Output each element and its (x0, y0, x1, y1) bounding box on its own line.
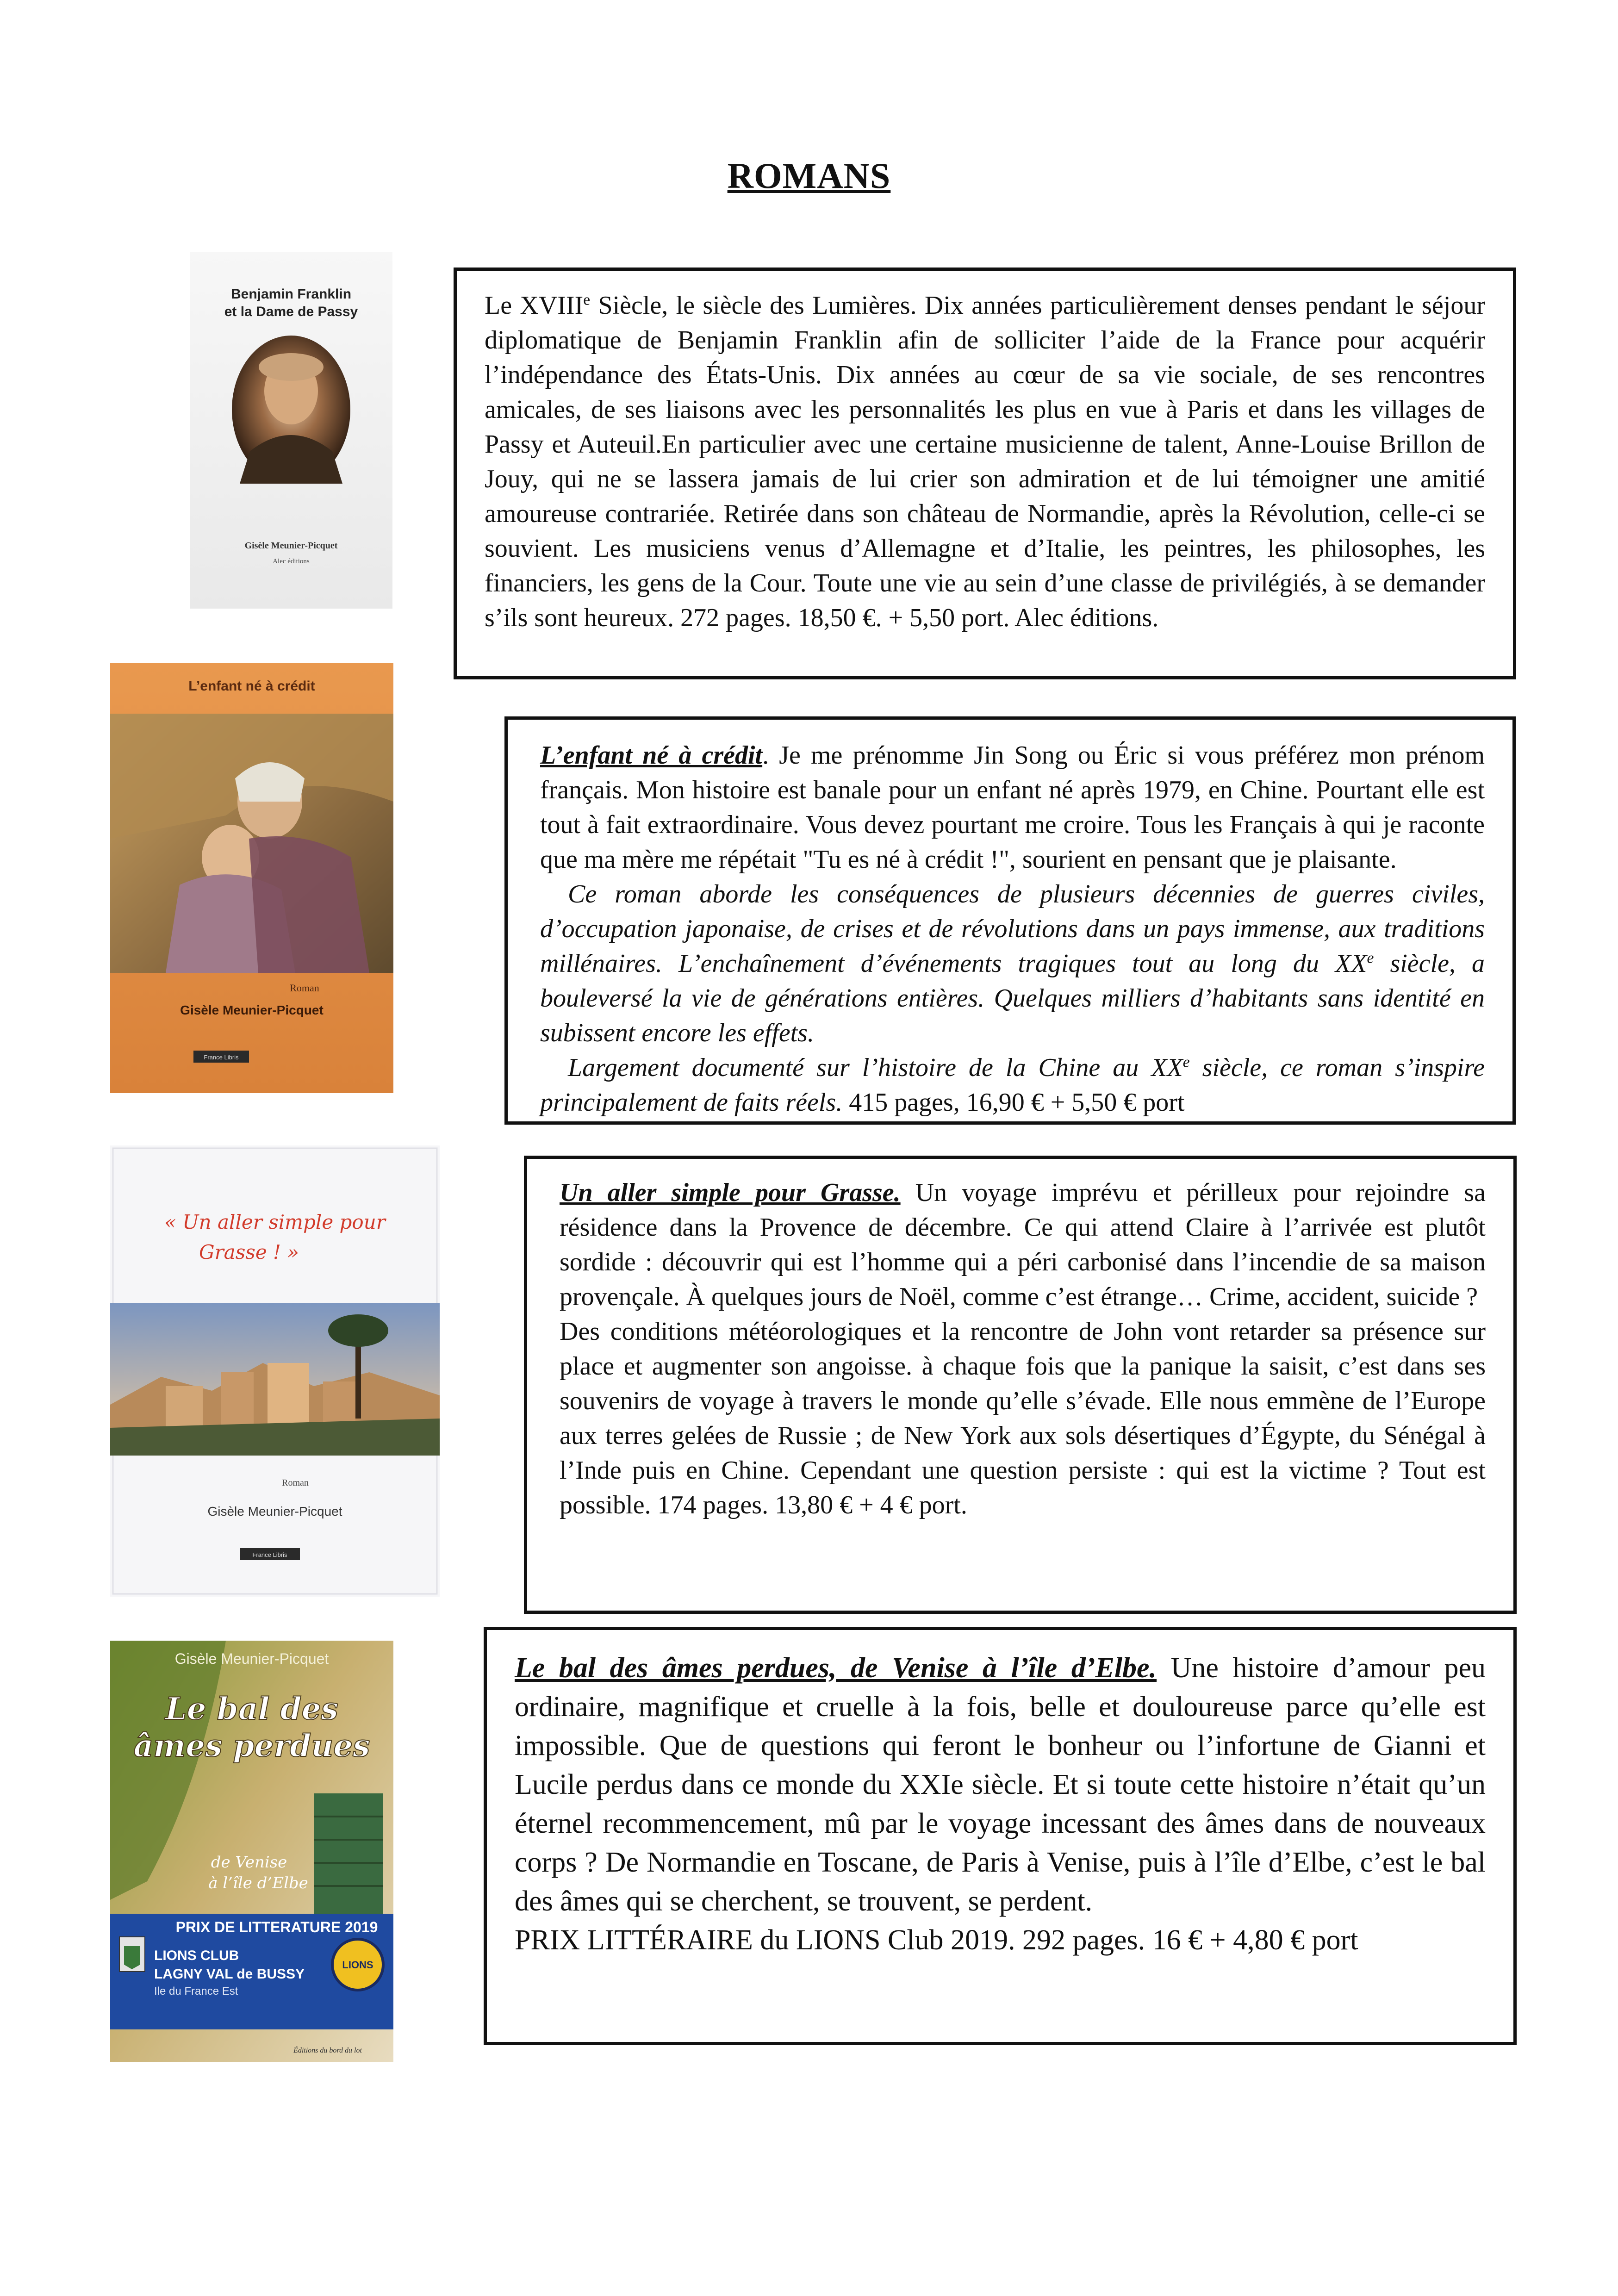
cover-title-line1: Le bal des (165, 1691, 338, 1727)
cover-title: L’enfant né à crédit (188, 678, 315, 694)
cover-publisher: France Libris (204, 1054, 239, 1061)
page-title: ROMANS (727, 156, 891, 196)
book-description-aller-simple-grasse (524, 1156, 1517, 1614)
prize-text: PRIX DE LITTERATURE 2019 (175, 1919, 378, 1935)
grasse-intro: Un aller simple pour Grasse. Un voyage imprévu et périlleux pour rejoindre sa résidence dans la Provence de décembre. Ce qui attend Claire à l’arrivée est plutôt sordide : découvrir qui est l’homme qui a péri carbonisé dans l’incendie de sa maison provençale. À quelques jours de Noël, comme c’est étrange… Crime, accident, suicide ? (560, 1178, 1486, 1311)
svg-text:LIONS: LIONS (342, 1959, 373, 1971)
cover-genre: Roman (282, 1478, 309, 1488)
cover-publisher: Éditions du bord du lot (293, 2047, 362, 2054)
enfant-paragraph-3: Largement documenté sur l’histoire de la Chine au XXe siècle, ce roman s’inspire principalement de faits réels. 415 pages, 16,90 € + 5,50 € port (540, 1053, 1485, 1117)
cover-publisher: Alec éditions (273, 558, 310, 565)
cover-title-line1: « Un aller simple pour (164, 1211, 386, 1233)
cover-publisher: France Libris (252, 1551, 287, 1558)
grasse-body: Des conditions météorologiques et la rencontre de John vont retarder sa présence sur place et augmenter son angoisse. à chaque fois que la panique la saisit, c’est dans ses souvenirs de voyage à travers le monde qu’elle s’évade. Elle nous emmène de l’Europe aux terres gelées de Russie ; de New York aux sols désertiques d’Égypte, du Sénégal à l’Inde puis en Chine. Cependant une question persiste : qui est la victime ? Tout est possible. 174 pages. 13,80 € + 4 € port. (560, 1317, 1486, 1519)
cover-genre: Roman (290, 982, 319, 994)
enfant-paragraph-2: Ce roman aborde les conséquences de plusieurs décennies de guerres civiles, d’occupation japonaise, de crises et de révolutions dans un pays immense, aux traditions millénaires. L’enchaînement d’événements tragiques tout au long du XXe siècle, a bouleversé la vie de générations entières. Quelques milliers d’habitants sans identité en subissent encore les effets. (540, 880, 1485, 1047)
cover-subtitle-line2: à l’île d’Elbe (208, 1874, 308, 1892)
enfant-intro: L’enfant né à crédit. Je me prénomme Jin Song ou Éric si vous préférez mon prénom français. Mon histoire est banale pour un enfant né après 1979, en Chine. Pourtant elle est tout à fait extraordinaire. Vous devez pourtant me croire. Tous les Français à qui je raconte que ma mère me répétait "Tu es né à crédit !", sourient en pensant que je plaisante. (540, 741, 1485, 874)
cover-author: Gisèle Meunier-Picquet (174, 1650, 329, 1667)
book-title: Le bal des âmes perdues, de Venise à l’île d’Elbe. (515, 1652, 1157, 1684)
book-title: Un aller simple pour Grasse. (560, 1178, 901, 1207)
club-line3: Ile du France Est (154, 1985, 238, 1997)
club-line1: LIONS CLUB (154, 1948, 239, 1963)
book-title: L’enfant né à crédit (540, 741, 763, 770)
cover-franklin (190, 252, 392, 609)
cover-title-line2: âmes perdues (133, 1728, 370, 1764)
book-description-bal-des-ames-perdues (484, 1627, 1517, 2045)
franklin-text: Le XVIIIe Siècle, le siècle des Lumières. Dix années particulièrement denses pendant le séjour diplomatique de Benjamin Franklin afin de solliciter l’aide de la France pour acquérir l’indépendance des États-Unis. Dix années au cœur de sa vie sociale, de ses rencontres amicales, de ses liaisons avec les personnalités les plus en vue à Paris et dans les villages de Passy et Auteuil.En particulier avec une certaine musicienne de talent, Anne-Louise Brillon de Jouy, qui ne se lassera jamais de lui crier son admiration et de lui témoigner une amitié amoureuse contrariée. Retirée dans son château de Normandie, après la Révolution, celle-ci se souvient. Les musiciens venus d’Allemagne et d’Italie, les peintres, les philosophes, les financiers, les gens de la Cour. Toute une vie au sein d’une classe de privilégiés, à se demander s’ils sont heureux. 272 pages. 18,50 €. + 5,50 port. Alec éditions. (485, 291, 1485, 632)
cover-author: Gisèle Meunier-Picquet (180, 1003, 324, 1017)
cover-bal-des-ames-perdues (110, 1641, 393, 2062)
cover-enfant-ne-a-credit (110, 663, 393, 1093)
book-description-enfant-ne-a-credit (504, 716, 1516, 1125)
cover-title-line1: Benjamin Franklin (230, 286, 352, 302)
book-description-franklin (454, 268, 1516, 679)
cover-title-line2: et la Dame de Passy (224, 304, 358, 319)
bal-intro: Le bal des âmes perdues, de Venise à l’île d’Elbe. Une histoire d’amour peu ordinaire, magnifique et cruelle à la fois, belle et douloureuse parce qu’elle est impossible. Que de questions qui feront le bonheur ou l’infortune de Gianni et Lucile perdus dans ce monde du XXIe siècle. Et si toute cette histoire n’était qu’un éternel recommencement, mû par le voyage incessant des âmes dans de nouveaux corps ? De Normandie en Toscane, de Paris à Venise, puis à l’île d’Elbe, c’est le bal des âmes qui se cherchent, se trouvent, se perdent. (515, 1652, 1486, 1917)
cover-aller-simple-grasse (110, 1145, 440, 1597)
cover-title-line2: Grasse ! » (199, 1241, 299, 1263)
cover-author: Gisèle Meunier-Picquet (207, 1504, 342, 1518)
bal-prize-line: PRIX LITTÉRAIRE du LIONS Club 2019. 292 pages. 16 € + 4,80 € port (515, 1924, 1358, 1956)
cover-author: Gisèle Meunier-Picquet (244, 541, 338, 551)
cover-subtitle-line1: de Venise (211, 1853, 287, 1872)
club-line2: LAGNY VAL de BUSSY (154, 1966, 305, 1982)
